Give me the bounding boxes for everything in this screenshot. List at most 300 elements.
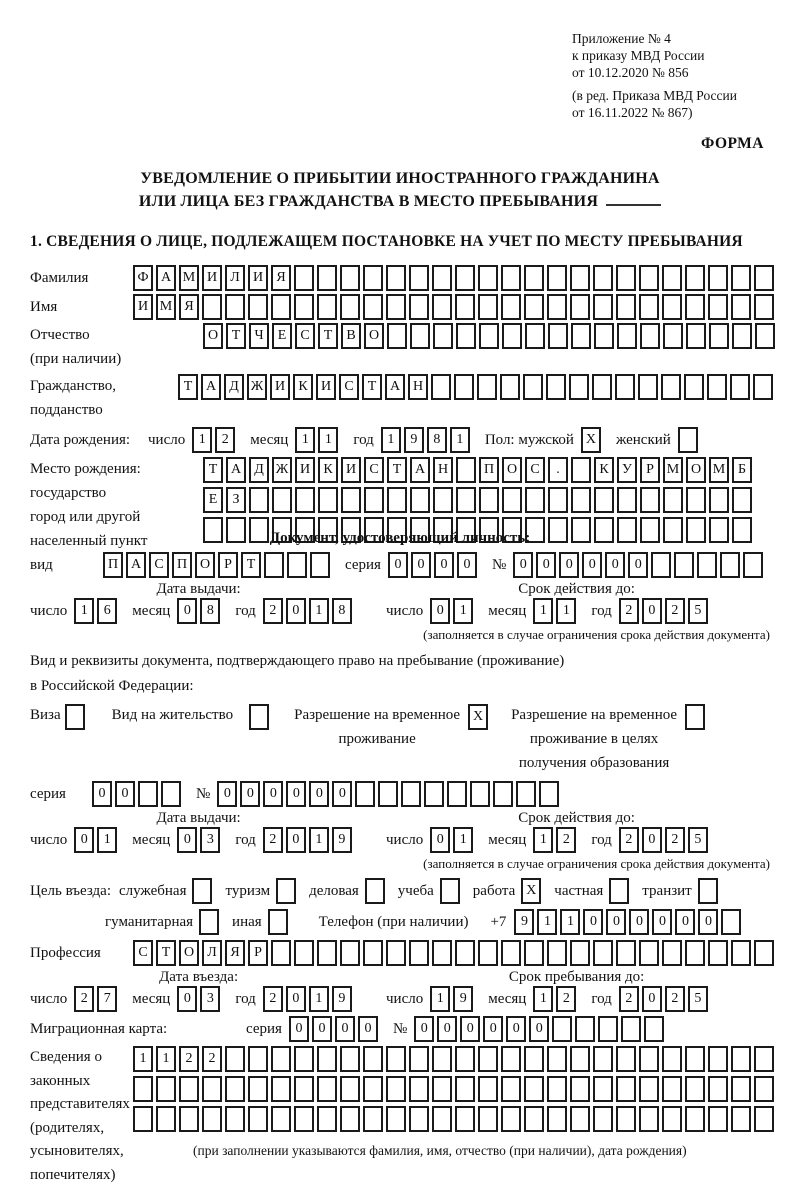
char-cell[interactable] — [401, 781, 421, 807]
char-cell[interactable]: М — [156, 294, 176, 320]
char-cell[interactable] — [651, 552, 671, 578]
char-cell[interactable]: 5 — [688, 827, 708, 853]
char-cell[interactable] — [755, 323, 775, 349]
char-cell[interactable] — [133, 1076, 153, 1102]
char-cell[interactable] — [317, 1076, 337, 1102]
char-cell[interactable] — [707, 374, 727, 400]
char-cell[interactable]: С — [525, 457, 545, 483]
char-cell[interactable] — [570, 1106, 590, 1132]
char-cell[interactable] — [478, 265, 498, 291]
char-cell[interactable] — [570, 294, 590, 320]
char-cell[interactable]: 8 — [332, 598, 352, 624]
char-cell[interactable] — [571, 517, 591, 543]
char-cell[interactable]: 1 — [450, 427, 470, 453]
char-cell[interactable]: 0 — [217, 781, 237, 807]
char-cell[interactable]: В — [341, 323, 361, 349]
char-cell[interactable] — [685, 265, 705, 291]
char-cell[interactable]: 0 — [642, 986, 662, 1012]
char-cell[interactable] — [249, 704, 269, 730]
char-cell[interactable] — [662, 265, 682, 291]
char-cell[interactable] — [318, 487, 338, 513]
char-cell[interactable]: 2 — [619, 986, 639, 1012]
char-cell[interactable] — [639, 294, 659, 320]
char-cell[interactable] — [616, 1076, 636, 1102]
char-cell[interactable]: 0 — [411, 552, 431, 578]
char-cell[interactable] — [409, 1046, 429, 1072]
char-cell[interactable] — [548, 487, 568, 513]
char-cell[interactable] — [524, 1106, 544, 1132]
char-cell[interactable]: 1 — [97, 827, 117, 853]
char-cell[interactable]: 2 — [665, 598, 685, 624]
char-cell[interactable] — [732, 323, 752, 349]
char-cell[interactable] — [225, 1106, 245, 1132]
char-cell[interactable] — [547, 265, 567, 291]
char-cell[interactable]: Т — [178, 374, 198, 400]
char-cell[interactable] — [340, 1076, 360, 1102]
char-cell[interactable]: Б — [732, 457, 752, 483]
char-cell[interactable] — [386, 294, 406, 320]
char-cell[interactable]: Р — [248, 940, 268, 966]
char-cell[interactable] — [685, 1046, 705, 1072]
char-cell[interactable] — [317, 1106, 337, 1132]
char-cell[interactable]: 0 — [309, 781, 329, 807]
char-cell[interactable] — [709, 487, 729, 513]
char-cell[interactable]: 0 — [434, 552, 454, 578]
char-cell[interactable] — [363, 265, 383, 291]
char-cell[interactable]: 1 — [453, 827, 473, 853]
char-cell[interactable] — [310, 552, 330, 578]
char-cell[interactable] — [363, 1076, 383, 1102]
char-cell[interactable] — [276, 878, 296, 904]
char-cell[interactable] — [410, 487, 430, 513]
char-cell[interactable] — [593, 1106, 613, 1132]
char-cell[interactable]: А — [226, 457, 246, 483]
char-cell[interactable]: 2 — [665, 986, 685, 1012]
char-cell[interactable]: Я — [225, 940, 245, 966]
char-cell[interactable] — [754, 265, 774, 291]
char-cell[interactable]: 2 — [619, 827, 639, 853]
char-cell[interactable] — [493, 781, 513, 807]
char-cell[interactable]: Я — [179, 294, 199, 320]
char-cell[interactable]: 0 — [240, 781, 260, 807]
char-cell[interactable] — [363, 940, 383, 966]
char-cell[interactable] — [523, 374, 543, 400]
char-cell[interactable]: 5 — [688, 986, 708, 1012]
char-cell[interactable] — [65, 704, 85, 730]
char-cell[interactable] — [202, 1106, 222, 1132]
char-cell[interactable] — [287, 552, 307, 578]
char-cell[interactable] — [387, 487, 407, 513]
char-cell[interactable] — [708, 940, 728, 966]
char-cell[interactable] — [138, 781, 158, 807]
char-cell[interactable]: 0 — [559, 552, 579, 578]
char-cell[interactable] — [249, 487, 269, 513]
char-cell[interactable]: К — [293, 374, 313, 400]
char-cell[interactable] — [409, 1076, 429, 1102]
char-cell[interactable] — [248, 1106, 268, 1132]
char-cell[interactable]: 0 — [605, 552, 625, 578]
char-cell[interactable] — [477, 374, 497, 400]
char-cell[interactable]: 2 — [556, 827, 576, 853]
char-cell[interactable] — [640, 517, 660, 543]
char-cell[interactable]: Л — [225, 265, 245, 291]
char-cell[interactable] — [271, 1106, 291, 1132]
char-cell[interactable] — [363, 1106, 383, 1132]
char-cell[interactable]: О — [203, 323, 223, 349]
char-cell[interactable] — [731, 1046, 751, 1072]
char-cell[interactable] — [662, 940, 682, 966]
char-cell[interactable] — [754, 1106, 774, 1132]
char-cell[interactable]: 1 — [295, 427, 315, 453]
char-cell[interactable] — [570, 940, 590, 966]
char-cell[interactable] — [386, 1046, 406, 1072]
char-cell[interactable]: 1 — [133, 1046, 153, 1072]
char-cell[interactable]: 0 — [642, 598, 662, 624]
char-cell[interactable]: 0 — [430, 598, 450, 624]
char-cell[interactable] — [721, 909, 741, 935]
char-cell[interactable]: 0 — [675, 909, 695, 935]
char-cell[interactable] — [731, 1106, 751, 1132]
char-cell[interactable]: Д — [224, 374, 244, 400]
char-cell[interactable]: 0 — [289, 1016, 309, 1042]
char-cell[interactable] — [678, 427, 698, 453]
char-cell[interactable] — [179, 1106, 199, 1132]
char-cell[interactable]: А — [201, 374, 221, 400]
char-cell[interactable]: 0 — [483, 1016, 503, 1042]
char-cell[interactable]: 1 — [309, 598, 329, 624]
char-cell[interactable] — [731, 265, 751, 291]
char-cell[interactable] — [271, 294, 291, 320]
char-cell[interactable]: О — [686, 457, 706, 483]
char-cell[interactable] — [248, 294, 268, 320]
char-cell[interactable] — [156, 1076, 176, 1102]
char-cell[interactable] — [454, 374, 474, 400]
char-cell[interactable]: 0 — [414, 1016, 434, 1042]
char-cell[interactable] — [617, 517, 637, 543]
char-cell[interactable] — [570, 265, 590, 291]
char-cell[interactable] — [317, 1046, 337, 1072]
char-cell[interactable]: 0 — [74, 827, 94, 853]
char-cell[interactable] — [754, 294, 774, 320]
char-cell[interactable]: 0 — [312, 1016, 332, 1042]
char-cell[interactable]: 0 — [536, 552, 556, 578]
char-cell[interactable] — [455, 940, 475, 966]
char-cell[interactable] — [593, 940, 613, 966]
char-cell[interactable]: С — [339, 374, 359, 400]
char-cell[interactable] — [685, 704, 705, 730]
char-cell[interactable] — [478, 1106, 498, 1132]
char-cell[interactable]: Е — [272, 323, 292, 349]
char-cell[interactable]: И — [341, 457, 361, 483]
char-cell[interactable] — [639, 1046, 659, 1072]
char-cell[interactable]: Н — [408, 374, 428, 400]
char-cell[interactable] — [272, 487, 292, 513]
char-cell[interactable] — [386, 1106, 406, 1132]
char-cell[interactable] — [192, 878, 212, 904]
char-cell[interactable] — [431, 374, 451, 400]
char-cell[interactable] — [479, 487, 499, 513]
char-cell[interactable]: 0 — [286, 827, 306, 853]
char-cell[interactable] — [161, 781, 181, 807]
char-cell[interactable] — [440, 878, 460, 904]
char-cell[interactable] — [547, 1106, 567, 1132]
char-cell[interactable]: 6 — [97, 598, 117, 624]
char-cell[interactable] — [501, 294, 521, 320]
char-cell[interactable]: . — [548, 457, 568, 483]
char-cell[interactable]: И — [316, 374, 336, 400]
char-cell[interactable] — [662, 294, 682, 320]
char-cell[interactable] — [593, 265, 613, 291]
char-cell[interactable] — [249, 517, 269, 543]
char-cell[interactable] — [271, 1076, 291, 1102]
char-cell[interactable]: 2 — [263, 598, 283, 624]
char-cell[interactable]: X — [521, 878, 541, 904]
char-cell[interactable] — [639, 1106, 659, 1132]
char-cell[interactable] — [570, 1076, 590, 1102]
char-cell[interactable] — [156, 1106, 176, 1132]
char-cell[interactable] — [524, 265, 544, 291]
char-cell[interactable] — [501, 1076, 521, 1102]
char-cell[interactable] — [478, 1046, 498, 1072]
char-cell[interactable] — [697, 552, 717, 578]
char-cell[interactable]: 1 — [381, 427, 401, 453]
char-cell[interactable] — [386, 1076, 406, 1102]
char-cell[interactable] — [432, 1076, 452, 1102]
char-cell[interactable]: И — [133, 294, 153, 320]
char-cell[interactable] — [524, 940, 544, 966]
char-cell[interactable]: Д — [249, 457, 269, 483]
char-cell[interactable] — [615, 374, 635, 400]
char-cell[interactable]: О — [502, 457, 522, 483]
char-cell[interactable]: К — [318, 457, 338, 483]
char-cell[interactable]: М — [663, 457, 683, 483]
char-cell[interactable]: 0 — [177, 827, 197, 853]
char-cell[interactable] — [663, 517, 683, 543]
char-cell[interactable] — [479, 323, 499, 349]
char-cell[interactable]: 3 — [200, 986, 220, 1012]
char-cell[interactable] — [294, 265, 314, 291]
char-cell[interactable] — [264, 552, 284, 578]
char-cell[interactable]: К — [594, 457, 614, 483]
char-cell[interactable]: 0 — [652, 909, 672, 935]
char-cell[interactable]: Ж — [247, 374, 267, 400]
char-cell[interactable] — [355, 781, 375, 807]
char-cell[interactable]: 0 — [286, 986, 306, 1012]
char-cell[interactable]: 0 — [286, 598, 306, 624]
char-cell[interactable] — [708, 1076, 728, 1102]
char-cell[interactable] — [546, 374, 566, 400]
char-cell[interactable]: 9 — [514, 909, 534, 935]
char-cell[interactable] — [686, 323, 706, 349]
char-cell[interactable] — [409, 265, 429, 291]
char-cell[interactable] — [754, 1046, 774, 1072]
char-cell[interactable]: Я — [271, 265, 291, 291]
char-cell[interactable]: 2 — [263, 827, 283, 853]
char-cell[interactable]: 0 — [437, 1016, 457, 1042]
char-cell[interactable]: 2 — [263, 986, 283, 1012]
char-cell[interactable] — [594, 323, 614, 349]
char-cell[interactable]: 0 — [92, 781, 112, 807]
char-cell[interactable] — [685, 1076, 705, 1102]
char-cell[interactable] — [674, 552, 694, 578]
char-cell[interactable]: С — [364, 457, 384, 483]
char-cell[interactable]: 0 — [698, 909, 718, 935]
char-cell[interactable] — [455, 265, 475, 291]
char-cell[interactable] — [571, 487, 591, 513]
char-cell[interactable]: 1 — [533, 598, 553, 624]
char-cell[interactable] — [501, 940, 521, 966]
char-cell[interactable] — [662, 1076, 682, 1102]
char-cell[interactable] — [575, 1016, 595, 1042]
char-cell[interactable] — [226, 517, 246, 543]
char-cell[interactable] — [524, 1076, 544, 1102]
char-cell[interactable] — [340, 1046, 360, 1072]
char-cell[interactable]: 0 — [642, 827, 662, 853]
char-cell[interactable] — [685, 1106, 705, 1132]
char-cell[interactable] — [456, 487, 476, 513]
char-cell[interactable]: Ч — [249, 323, 269, 349]
char-cell[interactable] — [409, 294, 429, 320]
char-cell[interactable]: 0 — [583, 909, 603, 935]
char-cell[interactable]: Т — [226, 323, 246, 349]
char-cell[interactable]: 1 — [309, 986, 329, 1012]
char-cell[interactable] — [447, 781, 467, 807]
char-cell[interactable] — [455, 1076, 475, 1102]
char-cell[interactable]: Т — [318, 323, 338, 349]
char-cell[interactable] — [248, 1076, 268, 1102]
char-cell[interactable]: 0 — [263, 781, 283, 807]
char-cell[interactable] — [616, 940, 636, 966]
char-cell[interactable] — [720, 552, 740, 578]
char-cell[interactable] — [639, 940, 659, 966]
char-cell[interactable] — [409, 1106, 429, 1132]
char-cell[interactable]: 9 — [332, 986, 352, 1012]
char-cell[interactable]: С — [149, 552, 169, 578]
char-cell[interactable] — [698, 878, 718, 904]
char-cell[interactable]: 2 — [74, 986, 94, 1012]
char-cell[interactable]: 0 — [388, 552, 408, 578]
char-cell[interactable]: 0 — [628, 552, 648, 578]
char-cell[interactable] — [552, 1016, 572, 1042]
char-cell[interactable] — [639, 265, 659, 291]
char-cell[interactable] — [225, 1046, 245, 1072]
char-cell[interactable] — [340, 1106, 360, 1132]
char-cell[interactable]: 0 — [286, 781, 306, 807]
char-cell[interactable]: 0 — [582, 552, 602, 578]
char-cell[interactable]: Ф — [133, 265, 153, 291]
char-cell[interactable] — [547, 1046, 567, 1072]
char-cell[interactable] — [501, 265, 521, 291]
char-cell[interactable] — [621, 1016, 641, 1042]
char-cell[interactable] — [340, 940, 360, 966]
char-cell[interactable] — [294, 1106, 314, 1132]
char-cell[interactable] — [593, 1046, 613, 1072]
char-cell[interactable]: Ж — [272, 457, 292, 483]
char-cell[interactable] — [709, 323, 729, 349]
char-cell[interactable]: 3 — [200, 827, 220, 853]
char-cell[interactable] — [295, 487, 315, 513]
char-cell[interactable] — [644, 1016, 664, 1042]
char-cell[interactable] — [317, 940, 337, 966]
char-cell[interactable] — [609, 878, 629, 904]
char-cell[interactable] — [616, 294, 636, 320]
char-cell[interactable]: 1 — [560, 909, 580, 935]
char-cell[interactable] — [271, 940, 291, 966]
char-cell[interactable] — [617, 323, 637, 349]
char-cell[interactable] — [753, 374, 773, 400]
char-cell[interactable]: 2 — [179, 1046, 199, 1072]
char-cell[interactable] — [639, 1076, 659, 1102]
char-cell[interactable]: Т — [156, 940, 176, 966]
char-cell[interactable]: С — [133, 940, 153, 966]
char-cell[interactable] — [708, 1046, 728, 1072]
char-cell[interactable] — [502, 323, 522, 349]
char-cell[interactable]: 0 — [606, 909, 626, 935]
char-cell[interactable] — [203, 517, 223, 543]
char-cell[interactable] — [409, 940, 429, 966]
char-cell[interactable]: 2 — [665, 827, 685, 853]
char-cell[interactable] — [317, 294, 337, 320]
char-cell[interactable]: О — [364, 323, 384, 349]
char-cell[interactable]: 0 — [430, 827, 450, 853]
char-cell[interactable] — [202, 294, 222, 320]
char-cell[interactable]: 0 — [177, 986, 197, 1012]
char-cell[interactable] — [364, 487, 384, 513]
char-cell[interactable]: 5 — [688, 598, 708, 624]
char-cell[interactable]: М — [709, 457, 729, 483]
char-cell[interactable]: И — [202, 265, 222, 291]
char-cell[interactable] — [378, 781, 398, 807]
char-cell[interactable]: 1 — [453, 598, 473, 624]
char-cell[interactable]: А — [385, 374, 405, 400]
char-cell[interactable]: А — [410, 457, 430, 483]
char-cell[interactable] — [456, 457, 476, 483]
char-cell[interactable] — [708, 1106, 728, 1132]
char-cell[interactable] — [684, 374, 704, 400]
char-cell[interactable] — [663, 323, 683, 349]
char-cell[interactable]: С — [295, 323, 315, 349]
char-cell[interactable] — [592, 374, 612, 400]
char-cell[interactable]: 0 — [358, 1016, 378, 1042]
char-cell[interactable] — [363, 294, 383, 320]
char-cell[interactable] — [268, 909, 288, 935]
char-cell[interactable] — [663, 487, 683, 513]
char-cell[interactable] — [743, 552, 763, 578]
char-cell[interactable]: 1 — [309, 827, 329, 853]
char-cell[interactable] — [456, 323, 476, 349]
char-cell[interactable] — [732, 487, 752, 513]
char-cell[interactable] — [547, 940, 567, 966]
char-cell[interactable]: И — [248, 265, 268, 291]
char-cell[interactable]: 1 — [533, 986, 553, 1012]
char-cell[interactable]: 0 — [513, 552, 533, 578]
char-cell[interactable] — [754, 940, 774, 966]
char-cell[interactable] — [386, 265, 406, 291]
char-cell[interactable] — [432, 265, 452, 291]
char-cell[interactable]: Е — [203, 487, 223, 513]
char-cell[interactable]: 1 — [556, 598, 576, 624]
char-cell[interactable] — [340, 294, 360, 320]
char-cell[interactable]: 8 — [200, 598, 220, 624]
char-cell[interactable] — [685, 940, 705, 966]
char-cell[interactable] — [501, 1106, 521, 1132]
char-cell[interactable] — [478, 940, 498, 966]
char-cell[interactable] — [548, 323, 568, 349]
char-cell[interactable]: Т — [203, 457, 223, 483]
char-cell[interactable] — [455, 294, 475, 320]
char-cell[interactable] — [478, 1076, 498, 1102]
char-cell[interactable]: Т — [387, 457, 407, 483]
